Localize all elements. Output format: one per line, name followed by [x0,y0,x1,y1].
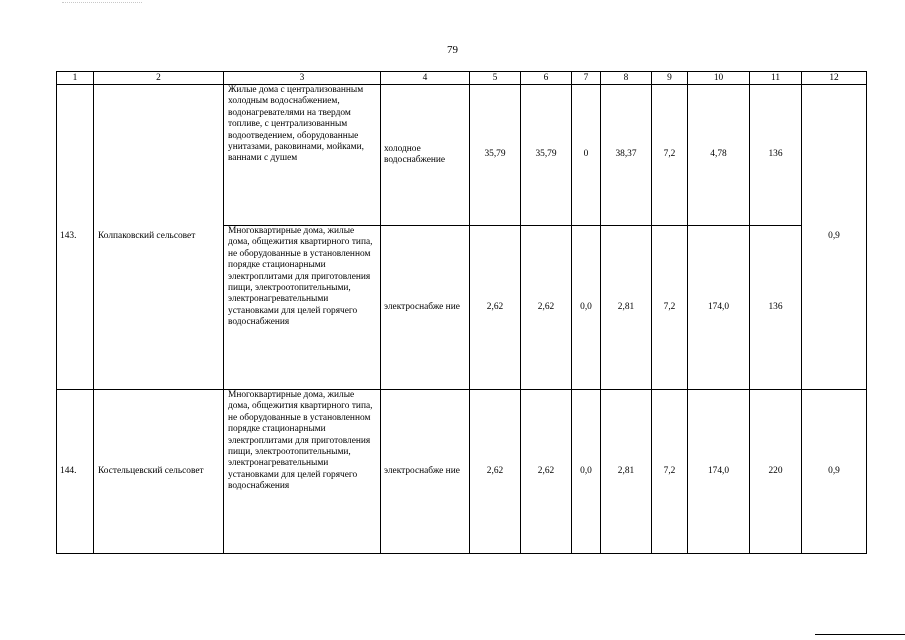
service-type: электроснабже ние [381,390,470,554]
table-row [57,390,867,554]
page-top-edge [62,2,142,4]
header-col-12: 12 [802,72,867,85]
value-col-11: 220 [750,390,802,554]
housing-description: Жилые дома с централизованным холодным водоснабжением, водонагревателями на твердом топливе, с централизованным водоотведением, оборудованные унитазами, раковинами, мойками, ваннами с душем [224,85,381,226]
tariff-table [56,71,867,554]
page-bottom-edge [815,634,905,635]
housing-description: Многоквартирные дома, жилые дома, общежития квартирного типа, не оборудованные в установленном порядке стационарными электроплитами для приготовления пищи, электроотопительными, электронагревательными установками для целей горячего водоснабжения [224,226,381,390]
header-col-7: 7 [572,72,601,85]
header-col-1: 1 [57,72,94,85]
value-col-7: 0,0 [572,226,601,390]
value-col-9: 7,2 [652,226,688,390]
value-col-6: 2,62 [521,226,572,390]
value-col-11: 136 [750,226,802,390]
value-col-9: 7,2 [652,85,688,226]
value-col-10: 174,0 [688,390,750,554]
settlement-name: Колпаковский сельсовет [94,85,224,390]
value-col-8: 38,37 [601,85,652,226]
header-col-11: 11 [750,72,802,85]
value-col-11: 136 [750,85,802,226]
row-number: 144. [57,390,94,554]
header-col-4: 4 [381,72,470,85]
value-col-5: 35,79 [470,85,521,226]
value-col-8: 2,81 [601,390,652,554]
value-col-5: 2,62 [470,390,521,554]
table-row [57,85,867,226]
value-col-9: 7,2 [652,390,688,554]
service-type: электроснабже ние [381,226,470,390]
header-col-8: 8 [601,72,652,85]
header-col-2: 2 [94,72,224,85]
header-row [57,72,867,85]
settlement-name: Костельцевский сельсовет [94,390,224,554]
value-col-12: 0,9 [802,390,867,554]
value-col-8: 2,81 [601,226,652,390]
row-number: 143. [57,85,94,390]
value-col-6: 2,62 [521,390,572,554]
header-col-5: 5 [470,72,521,85]
service-type: холодное водоснабжение [381,85,470,226]
value-col-7: 0 [572,85,601,226]
value-col-12: 0,9 [802,85,867,390]
value-col-10: 174,0 [688,226,750,390]
page-number: 79 [447,44,458,56]
header-col-10: 10 [688,72,750,85]
value-col-10: 4,78 [688,85,750,226]
value-col-6: 35,79 [521,85,572,226]
header-col-9: 9 [652,72,688,85]
value-col-5: 2,62 [470,226,521,390]
header-col-3: 3 [224,72,381,85]
header-col-6: 6 [521,72,572,85]
value-col-7: 0,0 [572,390,601,554]
housing-description: Многоквартирные дома, жилые дома, общежития квартирного типа, не оборудованные в установленном порядке стационарными электроплитами для приготовления пищи, электроотопительными, электронагревательными установками для целей горячего водоснабжения [224,390,381,554]
